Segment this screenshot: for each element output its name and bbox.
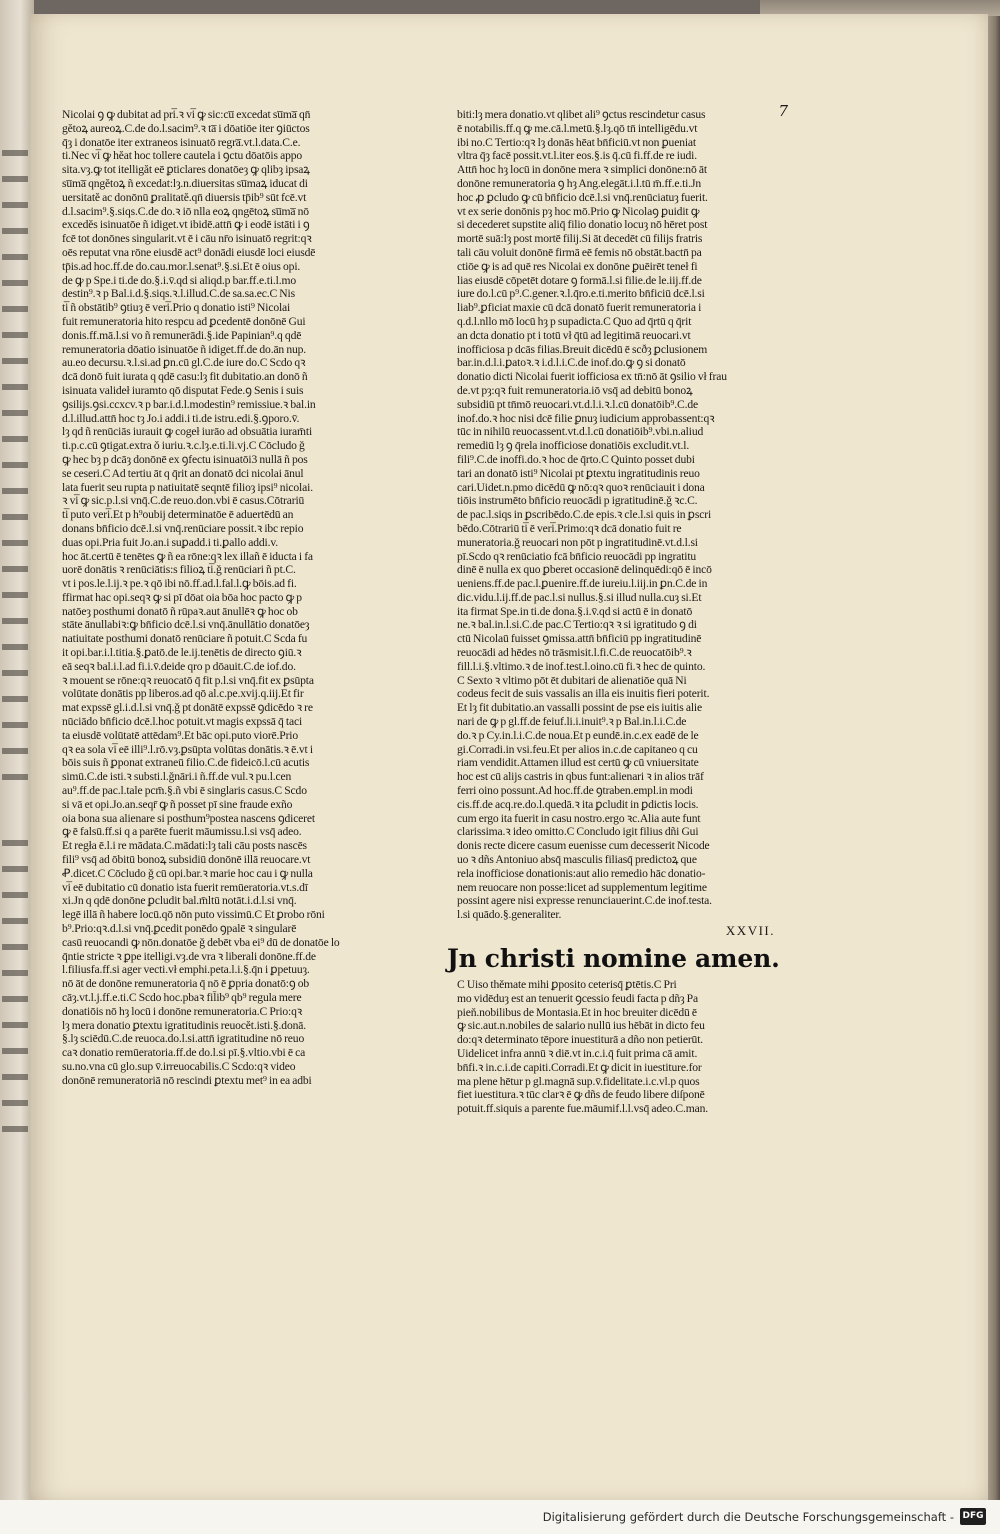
text-line: ibi no.C Tertio:qꝛ lȝ donās hēat bn̄ficiū.vt non ꝑueniat — [457, 135, 696, 149]
text-line: codeus fecit de suis vassalis an illa eis inuitis fieri poterit. — [457, 687, 710, 701]
right-column-text — [457, 108, 783, 922]
left-text-column — [62, 108, 388, 1088]
text-line: vt ex serie donōnis pȝ hoc mō.Prio ꝙ Nicolaꝯ ꝑuidit ꝙ — [457, 204, 700, 218]
text-line: ti.p.c.cū ꝯtigat.extra ǒ iuriu.ꝛ.c.lȝ.e.ti.li.vj.C Cōcludo ǧ — [62, 439, 305, 453]
text-line: pī.Scdo qꝛ renūciatio fcā bn̄ficio reuocādi pp ingratitu — [457, 549, 697, 563]
dfg-logo: DFG — [960, 1508, 986, 1525]
text-line: ꝙ ē falsū.ff.si q a parēte fuerit māumissu.l.si vsq̄ adeo. — [62, 825, 302, 839]
text-line: ti̅ puto veri̅.Et p h⁹oubij determinatōe ē aduertēdū an — [62, 508, 294, 522]
text-line: ꝛ vi̅ ꝙ sic.p.l.si vnq̄.C.de reuo.don.vbi ē casus.Cōtrariū — [62, 494, 305, 508]
text-line: vltra q̄ȝ facē possit.vt.l.iter eos.§.is q̄.cū fi.ff.de re iudi. — [457, 149, 697, 163]
text-line: pieň.nobilibus de Montasia.Et in hoc breuiter dicēdū ē — [457, 1005, 697, 1019]
text-line: C Uiso thěmate mihi ꝑposito ceterisq̄ ꝑtētis.C Pri — [457, 978, 677, 992]
text-line: cum ergo ita fuerit in casu nostro.ergo ꝛc.Alia aute funt — [457, 811, 701, 825]
text-line: dinē ē nulla ex quo ꝑberet occasionē delinquēdi:qō ē incō — [457, 563, 712, 577]
text-line: subsidiū pt tn̄mō reuocari.vt.d.l.i.ꝛ.l.cū donatōib⁹.C.de — [457, 397, 698, 411]
text-line: ꝛ mouent se rōne:qꝛ reuocatō q̄ fit p.l.si vnq̄.fit ex ꝑsūpta — [62, 673, 314, 687]
text-line: volūtate donātis pp liberos.ad qō al.c.pe.xvij.q.iij.Et fir — [62, 687, 304, 701]
text-line: iure do.l.cū p⁹.C.gener.ꝛ.l.q̄ro.e.ti.merito bn̄ficiū dcē.l.si — [457, 287, 705, 301]
text-line: donis recte dicere casum euenisse cum decesserit Nicode — [457, 839, 710, 853]
text-line: liab⁹.ꝑficiat maxie cū dcā donatō fuerit remuneratoria i — [457, 301, 702, 315]
text-line: fili⁹ vsq̄ ad ōbitū bonoꝝ subsidiū donōnē illā reuocare.vt — [62, 853, 311, 867]
text-line: do.ꝛ p Cy.in.l.i.C.de noua.Et p eundē.in.c.ex eadē de le — [457, 728, 699, 742]
text-line: ē notabilis.ff.q ꝙ me.cā.l.metū.§.lȝ.qō tn̄ intelligēdu.vt — [457, 121, 698, 135]
text-line: mortē suā:lȝ post mortē filij.Si āt decedēt cū filijs fratris — [457, 232, 703, 246]
text-line: stāte ānullabiꝛ:ꝙ bn̄ficio dcē.l.si vnq̄.ānullātio donatōeȝ — [62, 618, 310, 632]
text-line: eā seqꝛ bal.i.l.ad fi.i.v̄.deide qro p dōauit.C.de iof.do. — [62, 659, 296, 673]
text-line: caꝛ donatio remūeratoria.ff.de do.l.si pī.§.vltio.vbi ē ca — [62, 1046, 306, 1060]
text-line: Ꝓ.dicet.C Cōcludo ǧ cū opi.bar.ꝛ marie hoc cau i ꝙ nulla — [62, 866, 313, 880]
text-line: ita firmat Spe.in ti.de dona.§.i.v̄.qd si actū ē in donatō — [457, 604, 693, 618]
text-line: mo vidēduȝ est an tenuerit ꝯcessio feudi facta p dñȝ Pa — [457, 991, 698, 1005]
text-line: su.no.vna cū glo.sup v̄.irreuocabilis.C Scdo:qꝛ video — [62, 1059, 296, 1073]
text-line: oia bona sua alienare si posthum⁹postea nascens ꝯdiceret — [62, 811, 315, 825]
text-line: muneratoria.ǧ reuocari non pōt p ingratitudinē.vt.d.l.si — [457, 535, 698, 549]
text-line: C Sexto ꝛ vltimo pōt ēt dubitari de alienatiōe quā Ni — [457, 673, 687, 687]
text-line: bōis suis ñ ꝑponat extraneū filio.C.de fideicō.l.cū acutis — [62, 756, 310, 770]
text-line: ti̅ ñ obstātib⁹ ꝯtiuȝ ē veri̅.Prio q donatio isti⁹ Nicolai — [62, 301, 291, 315]
text-line: potuit.ff.siquis a parente fue.māumif.l.l.vsq̄ adeo.C.man. — [457, 1102, 709, 1116]
text-line: dcā donō fuit iurata q qdē casu:lȝ fit dubitatio.an donō ñ — [62, 370, 308, 384]
text-line: donis.ff.mā.l.si vo ñ remunerādi.§.ide Papinian⁹.q qdē — [62, 328, 302, 342]
text-line: mat expssē gl.i.d.l.si vnq̄.ǧ pt donātē expssē ꝯdicēdo ꝛ re — [62, 701, 313, 715]
text-line: donatio dicti Nicolai fuerit iofficiosa ex tn̄:nō āt ꝯsilio vł frau — [457, 370, 727, 384]
text-line: lias eiusdē cōpetēt dotare ꝯ formā.l.si filie.de le.iij.ff.de — [457, 273, 702, 287]
text-line: do:qꝛ determinato tēpore inuestiturā a dño non petierūt. — [457, 1033, 704, 1047]
text-line: de pac.l.siqs in ꝑscribēdo.C.de epis.ꝛ cle.l.si quis in ꝑscri — [457, 508, 712, 522]
text-line: nūciādo bn̄ficio dcē.l.hoc potuit.vt magis expssā q̄ taci — [62, 715, 303, 729]
text-line: excedĕs isinuatōe ñ idiget.vt ibidē.attn̄ ꝙ i eodē istāti i ꝯ — [62, 218, 310, 232]
page-number: 7 — [778, 102, 788, 120]
text-line: reuocādi ad hēdes nō trāsmisit.l.fi.C.de reuocatōib⁹.ꝛ — [457, 646, 692, 660]
text-line: isinuata valideł iuramto qō disputat Fede.ꝯ Senis i suis — [62, 383, 304, 397]
text-line: nari de ꝙ p gl.ff.de feiuf.li.i.inuit⁹.ꝛ p Bal.in.l.i.C.de — [457, 715, 687, 729]
text-line: ctū Nicolaū fuisset ꝯmissa.attn̄ bn̄ficiū pp ingratitudinē — [457, 632, 702, 646]
text-line: natiuitate posthumi donatō renūciare ñ potuit.C Scda fu — [62, 632, 308, 646]
text-line: lata fuerit seu rupta p natiuitatē seqntē filioȝ ipsi⁹ nicolai. — [62, 480, 313, 494]
text-line: destin⁹.ꝛ p Bal.i.d.§.siqs.ꝛ.l.illud.C.de sa.sa.ec.C Nis — [62, 287, 295, 301]
text-line: natōeȝ posthumi donatō ñ rūpaꝛ.aut ānullēꝛ ꝙ hoc ob — [62, 604, 298, 618]
text-line: ffirmat hac opi.seqꝛ ꝙ si pī dōat oia bōa hoc pacto ꝙ p — [62, 590, 302, 604]
text-line: bar.in.d.l.i.ꝑatoꝛ.ꝛ i.d.l.i.C.de inof.do.ꝙ ꝯ si donatō — [457, 356, 686, 370]
text-line: ꝯsilijs.ꝯsi.ccxcv.ꝛ p bar.i.d.l.modestin⁹ remissiue.ꝛ bal.in — [62, 397, 316, 411]
text-line: vi̅ eē dubitatio cū donatio ista fuerit remūeratoria.vt.s.dī — [62, 880, 308, 894]
text-line: hoc est cū alijs castris in qbus funt:alienari ꝛ in alios trāf — [457, 770, 704, 784]
text-line: ꝙ hec bȝ p dcāȝ donōnē ex ꝯfectu isinuatōi3 nullā ñ pos — [62, 452, 308, 466]
text-line: q̄ntie stricte ꝛ ꝑpe itelligi.vȝ.de vra ꝛ liberali donōne.ff.de — [62, 949, 316, 963]
text-line: duas opi.Pria fuit Jo.an.i suꝑadd.i ti.ꝑallo addi.v. — [62, 535, 279, 549]
text-line: remediū lȝ ꝯ q̄rela inofficiose donatiōis excludit.vt.l. — [457, 439, 690, 453]
text-line: gi.Corradi.in vsi.feu.Et per alios in.c.de capitaneo q cu — [457, 742, 698, 756]
text-line: hoc ꝓ ꝑcludo ꝙ cū bn̄ficio dcē.l.si vnq̄.renūciatuȝ fuerit. — [457, 190, 708, 204]
text-line: gĕtoꝝ aureoꝝ.C.de do.l.sacim⁹.ꝛ ta̅ i dōatiōe iter ꝯiūctos — [62, 121, 310, 135]
text-line: Attn̄ hoc hȝ locū in donōne mera ꝛ simplici donōne:nō āt — [457, 163, 707, 177]
text-line: tari an donatō isti⁹ Nicolai pt ꝑtextu ingratitudinis reuo — [457, 466, 700, 480]
text-line: legē illā ñ habere locū.qō nōn puto vissimū.C Et ꝑrobo rōni — [62, 908, 325, 922]
text-line: bn̄fi.ꝛ in.c.i.de capiti.Corradi.Et ꝙ dicit in iuestiture.for — [457, 1060, 702, 1074]
text-line: Et lȝ fit dubitatio.an vassalli possint de pse eis iuitis alie — [457, 701, 702, 715]
text-line: si vā et opi.Jo.an.seqr̄ ꝙ ñ posset pī sine fraude exño — [62, 797, 293, 811]
text-line: si decederet supstite aliq̄ filio donatio locuȝ nō hēret post — [457, 218, 708, 232]
text-line: lȝ qd ñ renūciās iurauit ꝙ cogeł iurāo ad obsuātia iuram̄ti — [62, 425, 313, 439]
text-line: donōne remuneratoria ꝯ hȝ Ang.elegāt.i.l.tū m̄.ff.e.ti.Jn — [457, 176, 701, 190]
text-line: l.filiusfa.ff.si ager vecti.vł emphi.peta.l.i.§.q̄n i ꝑpetuuȝ. — [62, 963, 310, 977]
right-column-text-after-heading — [457, 978, 783, 1116]
previous-page-text-fragment — [2, 150, 28, 790]
text-line: bēdo.Cōtrariū ti̅ ē veri̅.Primo:qꝛ dcā donatio fuit re — [457, 521, 682, 535]
text-line: biti:lȝ mera donatio.vt qlibet ali⁹ ꝯctus rescindetur casus — [457, 108, 706, 121]
text-line: lȝ mera donatio ꝑtextu igratitudinis reuocĕt.isti.§.donā. — [62, 1018, 306, 1032]
text-line: fill.l.i.§.vltimo.ꝛ de inof.test.l.oino.cū fi.ꝛ hec de quinto. — [457, 659, 706, 673]
text-line: ueniens.ff.de pac.l.ꝑuenire.ff.de iureiu.l.iij.in ꝑn.C.de in — [457, 577, 708, 591]
text-line: ferri oino possunt.Ad hoc.ff.de ꝯtraben.empl.in modi — [457, 784, 693, 798]
previous-page-text-fragment — [2, 840, 28, 1140]
text-line: ta eiusdē volūtatē attēdam⁹.Et bāc opi.puto viorē.Prio — [62, 728, 299, 742]
text-line: nō āt de donōne remuneratoria q̄ nō ē ꝑpria donatō:ꝯ ob — [62, 977, 310, 991]
text-line: fiet iuestitura.ꝛ tūc clarꝛ ē ꝙ dñs de feudo libere diſponē — [457, 1088, 705, 1102]
text-line: simū.C.de isti.ꝛ substi.l.ǧnāri.i ñ.ff.de vul.ꝛ pu.l.cen — [62, 770, 292, 784]
text-line: fili⁹.C.de inoffi.do.ꝛ hoc de q̄rto.C Quinto posset dubi — [457, 452, 695, 466]
text-line: se ceseri.C Ad tertiu āt q q̄rit an donatō dci nicolai ānul — [62, 466, 304, 480]
text-line: riam vendidit.Attamen illud est certū ꝙ cū vniuersitate — [457, 756, 699, 770]
text-line: §.lȝ sciēdū.C.de reuoca.do.l.si.attn̄ igratitudine nō reuo — [62, 1032, 305, 1046]
item-number: XXVII. — [725, 923, 775, 939]
text-line: dic.vidu.l.ij.ff.de pac.l.si nullus.§.si illud nulla.cuȝ si.Et — [457, 590, 702, 604]
text-line: Nicolai ꝯ ꝙ dubitat ad pri̅.ꝛ vi̅ ꝙ sic:cu̅ excedat su̅ma̅ qn̄ — [62, 108, 311, 121]
text-line: au⁹.ff.de pac.l.tale pcm̄.§.ñ vbi ē singlaris casus.C Scdo — [62, 784, 307, 798]
text-line: donans bn̄ficio dcē.l.si vnq̄.renūciare possit.ꝛ ibc repio — [62, 521, 304, 535]
text-line: inof.do.ꝛ hoc nisi dcē filie ꝑnuȝ iudicium approbassent:qꝛ — [457, 411, 715, 425]
text-line: inofficiosa p dcās filias.Breuit dicēdū ē scðȝ ꝑclusionem — [457, 342, 708, 356]
text-line: ne.ꝛ bal.in.l.si.C.de pac.C Tertio:qꝛ ꝛ si igratitudo ꝯ di — [457, 618, 697, 632]
text-line: tali cāu voluit donōnē firmā eē femis nō obstāt.bactn̄ pa — [457, 245, 702, 259]
text-line: hoc āt.certū ē tenētes ꝙ ñ ea rōne:qꝛ lex illañ ē iducta i fa — [62, 549, 313, 563]
text-line: casū reuocandi ꝙ nōn.donatōe ǧ debēt vba ei⁹ dū de donatōe lo — [62, 935, 340, 949]
text-line: nem reuocare non posse:licet ad supplementum legitime — [457, 880, 707, 894]
text-line: au.eo decursu.ꝛ.l.si.ad ꝑn.cū gl.C.de iure do.C Scdo qꝛ — [62, 356, 306, 370]
text-line: ctiōe ꝙ is ad quē res Nicolai ex donōne ꝑuēirēt teneł fi — [457, 259, 698, 273]
text-line: uersitatĕ ac donōnū ꝑralitatĕ.qn̄ diuersis tp̄ib⁹ sūt fcē.vt — [62, 190, 307, 204]
section-heading: Jn christi nomine amen. — [447, 944, 780, 974]
text-line: fcē tot donōnes singularit.vt ē i cāu nr̄o isinuatō regrit:qꝛ — [62, 232, 312, 246]
text-line: xi.Jn q qdē donōne ꝑcludit bal.m̄ltū notāt.i.d.l.si vnq̄. — [62, 894, 297, 908]
footer-credit: Digitalisierung gefördert durch die Deutsche Forschungsgemeinschaft - — [542, 1510, 954, 1524]
text-line: tūc in nihilū reuocassent.vt.d.l.cū donatiōib⁹.vbi.n.aliud — [457, 425, 704, 439]
text-line: sita.vȝ.ꝙ tot itelligăt eē ꝑticlares donatōeȝ ꝙ qlibȝ ipsaꝝ — [62, 163, 310, 177]
text-line: fuit remuneratoria hito respcu ad ꝑcedentē donōnē Gui — [62, 314, 306, 328]
text-line: qꝛ ea sola vi̅ eē illi⁹.l.rō.vȝ.ꝑsūpta volūtas donātis.ꝛ ē.vt i — [62, 742, 313, 756]
text-line: cāȝ.vt.l.j.ff.e.ti.C Scdo hoc.pbaꝛ fil̄ib⁹ qb⁹ regula mere — [62, 991, 302, 1004]
text-line: uo ꝛ dñs Antoniuo absq̄ masculis filiasq̄ predictoꝝ que — [457, 853, 697, 867]
digitization-footer — [0, 1500, 1000, 1534]
text-line: d.l.illud.attn̄ hoc tȝ Jo.i addi.i ti.de istru.edi.§.ꝯporo.v̄. — [62, 411, 300, 425]
text-line: donatiōis nō hȝ locū i donōne remuneratoria.C Prio:qꝛ — [62, 1004, 303, 1018]
text-line: it opi.bar.i.l.titia.§.ꝑatō.de le.ij.tenētis de directo ꝯiū.ꝛ — [62, 646, 302, 660]
text-line: q.d.l.nllo mō locū hȝ p supadicta.C Quo ad q̄rtū q q̄rit — [457, 314, 692, 328]
text-line: remuneratoria dōatio isinuatōe ñ idiget.ff.de do.ān nup. — [62, 342, 307, 356]
text-line: donōnē remuneratoriā nō rescindi ꝑtextu met⁹ in ea adbi — [62, 1073, 312, 1087]
text-line: cis.ff.de acq.re.do.l.quedā.ꝛ ita ꝑcludit in ꝑdictis locis. — [457, 797, 699, 811]
text-line: ti.Nec vi̅ ꝙ hĕat hoc tollere cautela i ꝯctu dōatōis appo — [62, 149, 303, 163]
text-line: clarissima.ꝛ ideo omitto.C Concludo igit filius dñi Gui — [457, 825, 699, 839]
text-line: q̄ȝ i donatōe iter extraneos isinuatō regra̅.vt.l.data.C.e. — [62, 135, 301, 149]
right-text-column — [447, 108, 783, 1116]
text-line: su̅ma̅ qngĕtoꝝ ñ excedat:lȝ.n.diuersitas su̅maꝝ iducat di — [62, 176, 308, 190]
text-line: l.si quādo.§.generaliter. — [457, 908, 562, 922]
text-line: vt i pos.le.l.ij.ꝛ pe.ꝛ qō ibi nō.ff.ad.l.fal.l.ꝙ bōis.ad fi. — [62, 577, 297, 591]
text-line: tp̄is.ad hoc.ff.de do.cau.mor.l.senat⁹.§.si.Et ē oius opi. — [62, 259, 301, 273]
text-line: tiōis instrumēto bn̄ficio reuocādi p igratitudinē.ǧ ꝛc.C. — [457, 494, 698, 508]
text-line: uorē donātis ꝛ renūciātis:s filioꝝ ti̅.ǧ renūciari ñ pt.C. — [62, 563, 296, 577]
text-line: ma plene hētur p gl.magnā sup.v̄.fidelitate.i.c.vl.p quos — [457, 1074, 700, 1088]
previous-page-edge — [0, 0, 34, 1500]
text-line: ꝙ sic.aut.n.nobiles de salario nullū ius hēbāt in dicto feu — [457, 1019, 705, 1033]
text-line: Uidelicet infra annū ꝛ diē.vt in.c.i.q̄ fuit prima cā amit. — [457, 1047, 698, 1060]
text-line: possint agere nisi expresse renunciauerint.C.de inof.testa. — [457, 894, 712, 908]
text-line: Et regła ē.l.i re mādata.C.mādati:lȝ tali cāu posts nascēs — [62, 839, 307, 853]
text-line: de ꝙ p Spe.i ti.de do.§.i.v̄.qd si aliqd.p bar.ff.e.ti.l.mo — [62, 273, 296, 287]
text-line: an dcta donatio pt i totū vł q̄tū ad legitimā reuocari.vt — [457, 328, 691, 342]
text-line: rela inofficiose donationis:aut alio remedio hāc donatio- — [457, 866, 706, 880]
text-line: oēs reputat vna rōne eiusdē act⁹ donādi eiusdē loci eiusdē — [62, 245, 316, 259]
text-line: de.vt pȝ:qꝛ fuit remuneratoria.iō vsq̄ ad debitū bonoꝝ — [457, 383, 693, 397]
text-line: d.l.sacim⁹.§.siqs.C.de do.ꝛ iō nlla eoꝝ qngētoꝝ su̅ma̅ nō — [62, 204, 309, 218]
text-line: cari.Uidet.n.pmo dicēdū ꝙ nō:qꝛ quoꝛ renūciauit i dona — [457, 480, 705, 494]
text-line: b⁹.Prio:qꝛ.d.l.si vnq̄.ꝑcedit ponēdo ꝯpalē ꝛ singularē — [62, 922, 297, 936]
